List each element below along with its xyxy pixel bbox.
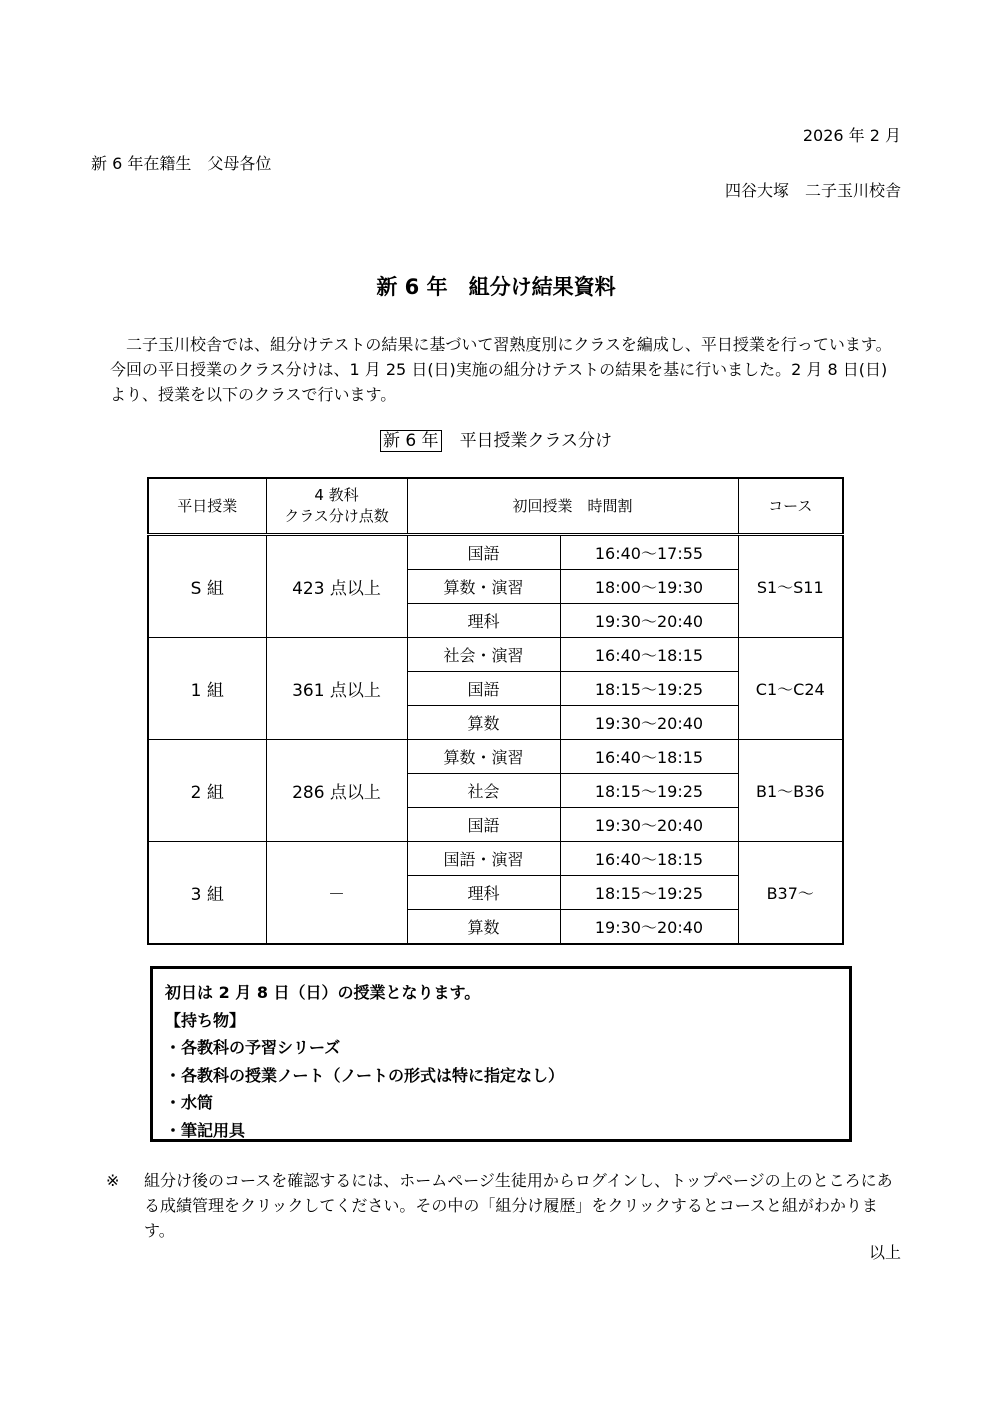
class-course: B37～ (738, 842, 843, 945)
class-course: B1～B36 (738, 740, 843, 842)
lesson-time: 18:15～19:25 (560, 774, 738, 808)
items-heading: 【持ち物】 (165, 1010, 246, 1030)
header-class: 平日授業 (148, 478, 266, 535)
lesson-time: 19:30～20:40 (560, 808, 738, 842)
list-item: ・水筒 (165, 1093, 214, 1112)
lesson-subject: 算数 (407, 910, 560, 945)
class-score: 286 点以上 (266, 740, 407, 842)
list-item: ・各教科の授業ノート（ノートの形式は特に指定なし） (165, 1065, 565, 1085)
table-caption (0, 426, 992, 451)
lesson-subject: 国語 (407, 808, 560, 842)
lesson-time: 19:30～20:40 (560, 910, 738, 945)
class-name: 1 組 (148, 638, 266, 740)
reference-mark-icon: ※ (106, 1171, 120, 1190)
class-score: 361 点以上 (266, 638, 407, 740)
lesson-subject: 算数・演習 (407, 740, 560, 774)
document-date: 2026 年 2 月 (802, 126, 901, 145)
lesson-subject: 社会 (407, 774, 560, 808)
lesson-time: 18:00～19:30 (560, 570, 738, 604)
lesson-time: 16:40～18:15 (560, 638, 738, 672)
lesson-subject: 国語 (407, 535, 560, 570)
class-score: 423 点以上 (266, 535, 407, 638)
lesson-time: 18:15～19:25 (560, 672, 738, 706)
notice-box (150, 966, 852, 1142)
list-item: ・筆記用具 (165, 1120, 246, 1140)
class-name: 2 組 (148, 740, 266, 842)
lesson-time: 18:15～19:25 (560, 876, 738, 910)
class-course: C1～C24 (738, 638, 843, 740)
lesson-subject: 国語 (407, 672, 560, 706)
intro-paragraph: 二子玉川校舎では、組分けテストの結果に基づいて習熟度別にクラスを編成し、平日授業を行っています。今回の平日授業のクラス分けは、1 月 25 日(日)実施の組分けテストの結果を基に行いました。2 月 8 日(日)より、授業を以下のクラスで行います。 (110, 335, 892, 404)
table-caption-text: 平日授業クラス分け (459, 431, 613, 451)
lesson-time: 16:40～17:55 (560, 535, 738, 570)
table-row (148, 638, 843, 672)
header-score-line2: クラス分け点数 (284, 507, 389, 525)
lesson-time: 16:40～18:15 (560, 842, 738, 876)
header-schedule: 初回授業 時間割 (407, 478, 738, 535)
closing-word: 以上 (868, 1243, 901, 1262)
lesson-subject: 理科 (407, 604, 560, 638)
lesson-subject: 社会・演習 (407, 638, 560, 672)
lesson-subject: 算数 (407, 706, 560, 740)
sender: 四谷大塚 二子玉川校舎 (724, 181, 901, 200)
lesson-subject: 理科 (407, 876, 560, 910)
recipient: 新 6 年在籍生 父母各位 (91, 154, 272, 173)
header-score (266, 478, 407, 535)
lesson-subject: 算数・演習 (407, 570, 560, 604)
class-name: 3 組 (148, 842, 266, 945)
table-row (148, 535, 843, 570)
class-course: S1～S11 (738, 535, 843, 638)
lesson-subject: 国語・演習 (407, 842, 560, 876)
list-item: ・各教科の予習シリーズ (165, 1038, 341, 1057)
first-day-notice: 初日は 2 月 8 日（日）の授業となります。 (165, 983, 481, 1002)
header-course: コース (738, 478, 843, 535)
class-schedule-table (147, 477, 844, 945)
document-title: 新 6 年 組分け結果資料 (376, 275, 616, 299)
lesson-time: 16:40～18:15 (560, 740, 738, 774)
footnote-text: 組分け後のコースを確認するには、ホームページ生徒用からログインし、トップページの上のところにある成績管理をクリックしてください。その中の「組分け履歴」をクリックするとコースと組がわかります。 (144, 1171, 893, 1240)
table-header-row (148, 478, 843, 535)
grade-label: 新 6 年 (380, 430, 442, 452)
lesson-time: 19:30～20:40 (560, 706, 738, 740)
table-row (148, 740, 843, 774)
lesson-time: 19:30～20:40 (560, 604, 738, 638)
class-name: S 組 (148, 535, 266, 638)
table-row (148, 842, 843, 876)
class-score: － (266, 842, 407, 945)
header-score-line1: 4 教科 (314, 486, 359, 504)
footnote (106, 1168, 906, 1243)
